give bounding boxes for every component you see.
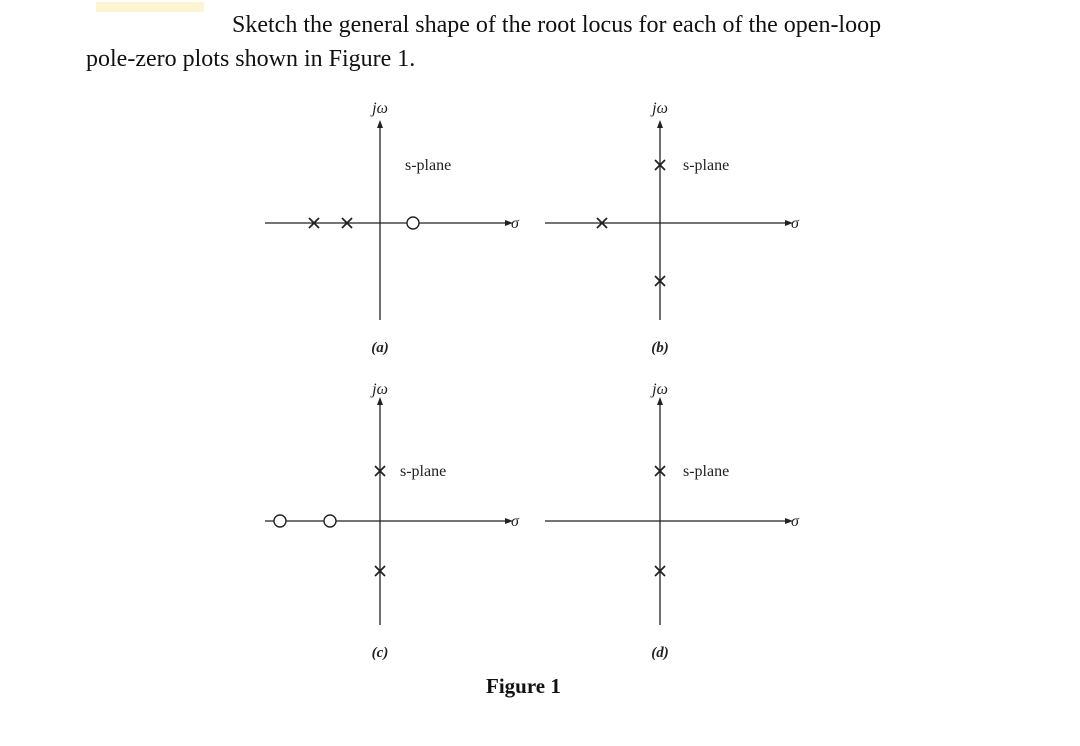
imag-axis-arrow-b (657, 120, 663, 128)
sigma-label-d: σ (791, 513, 799, 530)
imag-axis-arrow-a (377, 120, 383, 128)
caption-c: (c) (371, 645, 389, 661)
zero-marker-c-1 (324, 515, 336, 527)
caption-a: (a) (371, 340, 389, 356)
caption-b: (b) (651, 340, 669, 356)
zero-marker-c-0 (274, 515, 286, 527)
plane-label-b: s-plane (683, 157, 730, 174)
sigma-label-b: σ (791, 215, 799, 232)
plane-label-c: s-plane (400, 463, 447, 480)
plane-label-a: s-plane (405, 157, 452, 174)
imag-axis-arrow-d (657, 397, 663, 405)
figure-caption: Figure 1 (486, 674, 561, 698)
imag-axis-arrow-c (377, 397, 383, 405)
jw-label-d: jω (652, 381, 668, 398)
caption-d: (d) (651, 645, 669, 661)
question-line-1: Sketch the general shape of the root locus for each of the open-loop (232, 12, 882, 38)
sigma-label-a: σ (511, 215, 519, 232)
jw-label-c: jω (372, 381, 388, 398)
sigma-label-c: σ (511, 513, 519, 530)
question-line-2: pole-zero plots shown in Figure 1. (86, 46, 416, 72)
plane-label-d: s-plane (683, 463, 730, 480)
jw-label-b: jω (652, 100, 668, 117)
zero-marker-a-0 (407, 217, 419, 229)
jw-label-a: jω (372, 100, 388, 117)
